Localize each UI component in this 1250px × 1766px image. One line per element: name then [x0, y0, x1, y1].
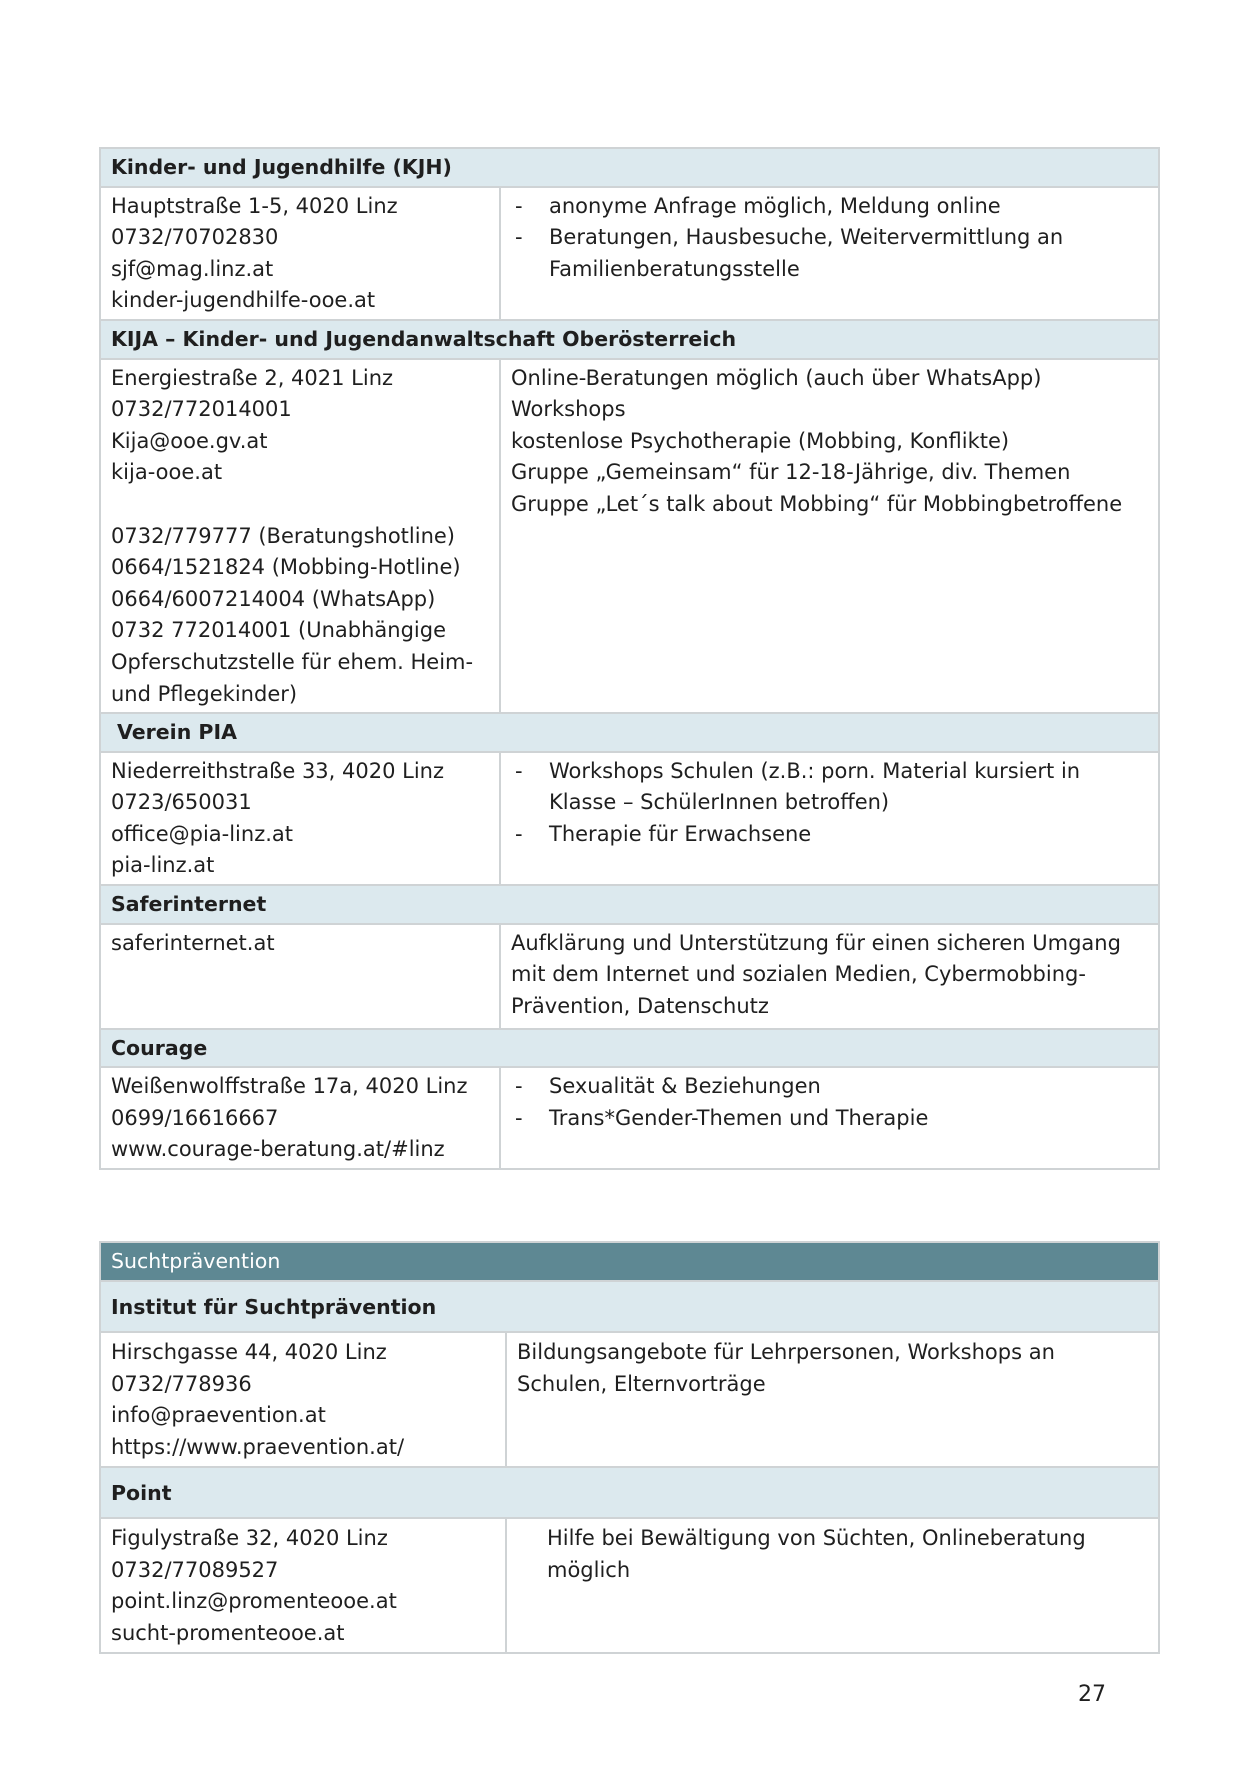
org-header-courage: [100, 1029, 1159, 1068]
services-cell-kija: [500, 359, 1159, 714]
hotline: Opferschutzstelle für ehem. Heim-: [111, 649, 474, 674]
contact-cell-point: [100, 1518, 506, 1652]
hotline: 0664/6007214004 (WhatsApp): [111, 586, 436, 611]
service-item: Gruppe „Let´s talk about Mobbing“ für Mobbingbetroffene: [511, 491, 1123, 516]
website-link[interactable]: kinder-jugendhilfe-ooe.at: [111, 288, 376, 313]
service-item: Workshops: [511, 397, 626, 422]
services-cell-pia: [500, 752, 1159, 885]
org-row-pia: [100, 752, 1159, 885]
hotline: 0664/1521824 (Mobbing-Hotline): [111, 555, 461, 580]
service-item: - Therapie für Erwachsene: [511, 819, 1152, 851]
website-link[interactable]: sucht-promenteooe.at: [111, 1620, 345, 1645]
org-name-saferinternet: Saferinternet: [100, 885, 1159, 924]
org-name-courage: Courage: [100, 1029, 1159, 1068]
phone: 0699/16616667: [111, 1105, 279, 1130]
phone: 0732/778936: [111, 1371, 252, 1396]
contact-cell-pia: [100, 752, 500, 885]
org-name-point: Point: [100, 1467, 1159, 1519]
hotline: und Pflegekinder): [111, 681, 298, 706]
contacts-table-addiction: [99, 1241, 1160, 1654]
website-link[interactable]: kija-ooe.at: [111, 460, 223, 485]
contacts-table-youth: [99, 147, 1160, 1170]
email-link[interactable]: point.linz@promenteooe.at: [111, 1589, 397, 1614]
org-name-kjh: Kinder- und Jugendhilfe (KJH): [100, 148, 1159, 187]
service-item: - anonyme Anfrage möglich, Meldung online: [511, 191, 1152, 223]
service-item: kostenlose Psychotherapie (Mobbing, Konflikte): [511, 428, 1010, 453]
service-item: - Sexualität & Beziehungen: [511, 1071, 1152, 1103]
address: Hirschgasse 44, 4020 Linz: [111, 1340, 387, 1365]
email-link[interactable]: sjf@mag.linz.at: [111, 256, 274, 281]
email-link[interactable]: info@praevention.at: [111, 1403, 326, 1428]
address: Energiestraße 2, 4021 Linz: [111, 365, 394, 390]
contact-cell-courage: [100, 1067, 500, 1169]
org-row-saferinternet: [100, 924, 1159, 1029]
org-header-point: [100, 1467, 1159, 1519]
services-cell-point: Hilfe bei Bewältigung von Süchten, Onlineberatung möglich: [506, 1518, 1159, 1652]
phone: 0723/650031: [111, 790, 252, 815]
services-list-kjh: [511, 191, 1152, 286]
services-list-courage: [511, 1071, 1152, 1134]
services-cell-saferinternet: Aufklärung und Unterstützung für einen sicheren Umgang mit dem Internet und sozialen Medien, Cybermobbing-Prävention, Datenschutz: [500, 924, 1159, 1029]
org-name-pia: Verein PIA: [100, 713, 1159, 752]
address: Weißenwolffstraße 17a, 4020 Linz: [111, 1074, 468, 1099]
address: Niederreithstraße 33, 4020 Linz: [111, 758, 445, 783]
website-link[interactable]: pia-linz.at: [111, 853, 215, 878]
contact-cell-kija: [100, 359, 500, 714]
email-link[interactable]: Kija@ooe.gv.at: [111, 428, 268, 453]
website-link[interactable]: saferinternet.at: [111, 930, 275, 955]
services-cell-kjh: [500, 187, 1159, 320]
services-list-pia: [511, 756, 1152, 851]
service-item: Gruppe „Gemeinsam“ für 12-18-Jährige, div. Themen: [511, 460, 1071, 485]
org-header-kjh: [100, 148, 1159, 187]
org-row-kjh: [100, 187, 1159, 320]
hotline: 0732/779777 (Beratungshotline): [111, 523, 455, 548]
contact-cell-saferinternet: [100, 924, 500, 1029]
org-name-kija: KIJA – Kinder- und Jugendanwaltschaft Oberösterreich: [100, 320, 1159, 359]
org-header-pia: [100, 713, 1159, 752]
address: Figulystraße 32, 4020 Linz: [111, 1526, 388, 1551]
services-cell-institut: Bildungsangebote für Lehrpersonen, Workshops an Schulen, Elternvorträge: [506, 1332, 1159, 1466]
org-row-courage: [100, 1067, 1159, 1169]
contact-cell-kjh: [100, 187, 500, 320]
section-title: Suchtprävention: [100, 1242, 1159, 1281]
phone: 0732/70702830: [111, 225, 279, 250]
org-name-institut: Institut für Suchtprävention: [100, 1281, 1159, 1333]
service-item: - Workshops Schulen (z.B.: porn. Material kursiert in Klasse – SchülerInnen betroffen): [511, 756, 1152, 819]
hotline: 0732 772014001 (Unabhängige: [111, 618, 447, 643]
org-header-kija: [100, 320, 1159, 359]
page-number: 27: [1078, 1682, 1106, 1707]
spacer: [111, 489, 493, 521]
org-row-point: [100, 1518, 1159, 1652]
phone: 0732/77089527: [111, 1557, 279, 1582]
address: Hauptstraße 1-5, 4020 Linz: [111, 193, 398, 218]
org-header-institut: [100, 1281, 1159, 1333]
services-cell-courage: [500, 1067, 1159, 1169]
website-link[interactable]: www.courage-beratung.at/#linz: [111, 1137, 445, 1162]
service-item: - Beratungen, Hausbesuche, Weitervermittlung an Familienberatungsstelle: [511, 222, 1152, 285]
service-item: - Trans*Gender-Themen und Therapie: [511, 1103, 1152, 1135]
org-row-institut: [100, 1332, 1159, 1466]
website-link[interactable]: https://www.praevention.at/: [111, 1434, 405, 1459]
email-link[interactable]: office@pia-linz.at: [111, 821, 294, 846]
org-header-saferinternet: [100, 885, 1159, 924]
contact-cell-institut: [100, 1332, 506, 1466]
service-item: Online-Beratungen möglich (auch über WhatsApp): [511, 365, 1042, 390]
org-row-kija: [100, 359, 1159, 714]
phone: 0732/772014001: [111, 397, 292, 422]
section-header: [100, 1242, 1159, 1281]
